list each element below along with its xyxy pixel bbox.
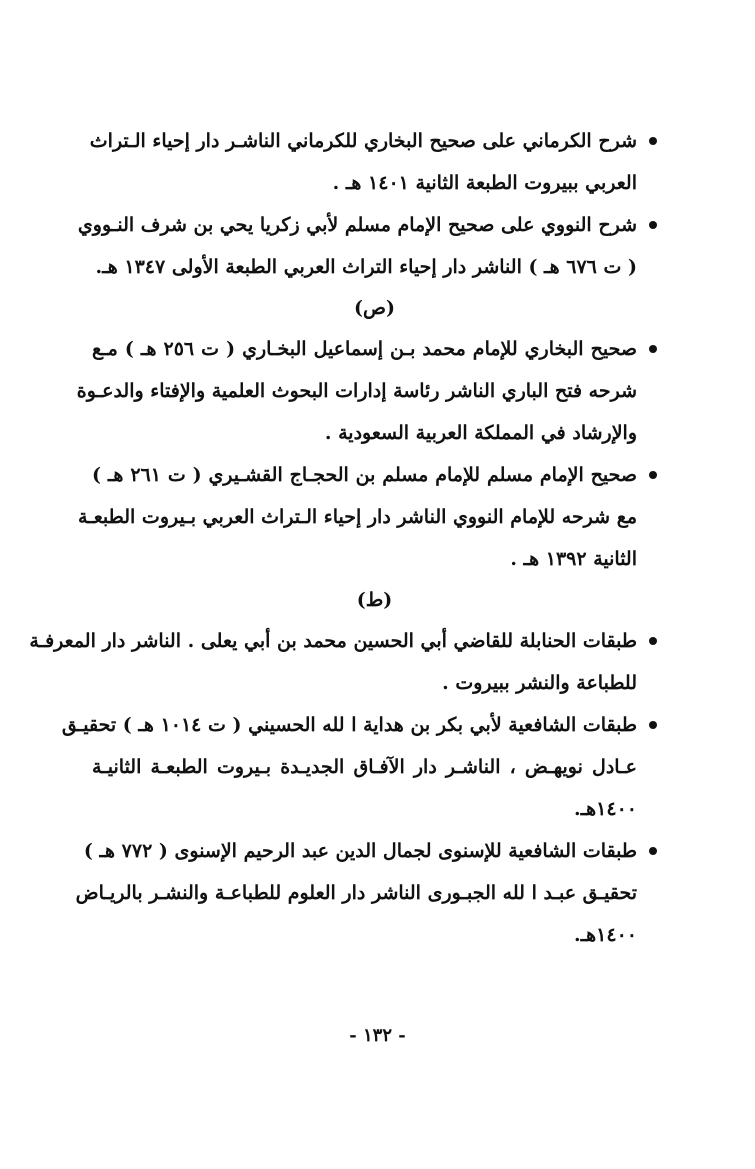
bibliography-entry-tabaqat-shafiiya-isnawi: [75, 830, 657, 956]
entry-line: طبقات الشافعية لأبي بكر بن هداية ا لله الحسيني ( ت ١٠١٤ هـ ) تحقيـق: [61, 714, 637, 736]
bullet-icon: [649, 721, 657, 729]
entry-line: الثانية ١٣٩٢ هـ .: [510, 548, 637, 570]
entry-line: والإرشاد في المملكة العربية السعودية .: [324, 422, 637, 444]
entry-line: عـادل نويهـض ، الناشـر دار الآفـاق الجديـدة بـيروت الطبعـة الثانيـة: [92, 756, 637, 778]
entry-line: طبقات الشافعية للإسنوى لجمال الدين عبد الرحيم الإسنوى ( ٧٧٢ هـ ): [83, 840, 637, 862]
entry-line: ١٤٠٠هـ.: [573, 798, 637, 820]
entry-line: العربي ببيروت الطبعة الثانية ١٤٠١ هـ .: [332, 172, 637, 194]
bibliography-entry-sahih-bukhari: [76, 328, 657, 454]
bullet-icon: [649, 471, 657, 479]
entry-line: للطباعة والنشر ببيروت .: [442, 672, 637, 694]
bullet-icon: [649, 637, 657, 645]
bullet-icon: [649, 137, 657, 145]
section-heading-sad: (ص): [354, 297, 395, 319]
entry-line: صحيح البخاري للإمام محمد بـن إسماعيل البخـاري ( ت ٢٥٦ هـ ) مـع: [92, 338, 638, 360]
bibliography-entry-kirmani: [89, 120, 657, 204]
entry-line: ١٤٠٠هـ.: [573, 924, 637, 946]
section-heading-ta: (ط): [356, 589, 393, 611]
page-number: - ١٣٢ -: [349, 1025, 406, 1046]
bibliography-entry-sahih-muslim: [78, 454, 657, 580]
bibliography-entry-tabaqat-hanabila: [29, 620, 657, 704]
bullet-icon: [649, 847, 657, 855]
bibliography-entry-nawawi: [77, 204, 657, 288]
entry-line: شرحه فتح الباري الناشر رئاسة إدارات البحوث العلمية والإفتاء والدعـوة: [76, 380, 637, 402]
entry-line: شرح النووي على صحيح الإمام مسلم لأبي زكريا يحي بن شرف النـووي: [77, 214, 637, 236]
page-body: [29, 120, 657, 956]
entry-line: شرح الكرماني على صحيح البخاري للكرماني الناشـر دار إحياء الـتراث: [89, 130, 637, 152]
entry-line: مع شرحه للإمام النووي الناشر دار إحياء الـتراث العربي بـيروت الطبعـة: [78, 506, 637, 528]
entry-line: طبقات الحنابلة للقاضي أبي الحسين محمد بن أبي يعلى . الناشر دار المعرفـة: [29, 630, 637, 652]
bullet-icon: [649, 221, 657, 229]
entry-line: ( ت ٦٧٦ هـ ) الناشر دار إحياء التراث العربي الطبعة الأولى ١٣٤٧ هـ.: [95, 256, 637, 278]
entry-line: صحيح الإمام مسلم للإمام مسلم بن الحجـاج القشـيري ( ت ٢٦١ هـ ): [92, 464, 638, 486]
entry-line: تحقيـق عبـد ا لله الجبـورى الناشر دار العلوم للطباعـة والنشـر بالريـاض: [75, 882, 637, 904]
bullet-icon: [649, 345, 657, 353]
bibliography-entry-tabaqat-shafiiya-husaini: [61, 704, 657, 830]
